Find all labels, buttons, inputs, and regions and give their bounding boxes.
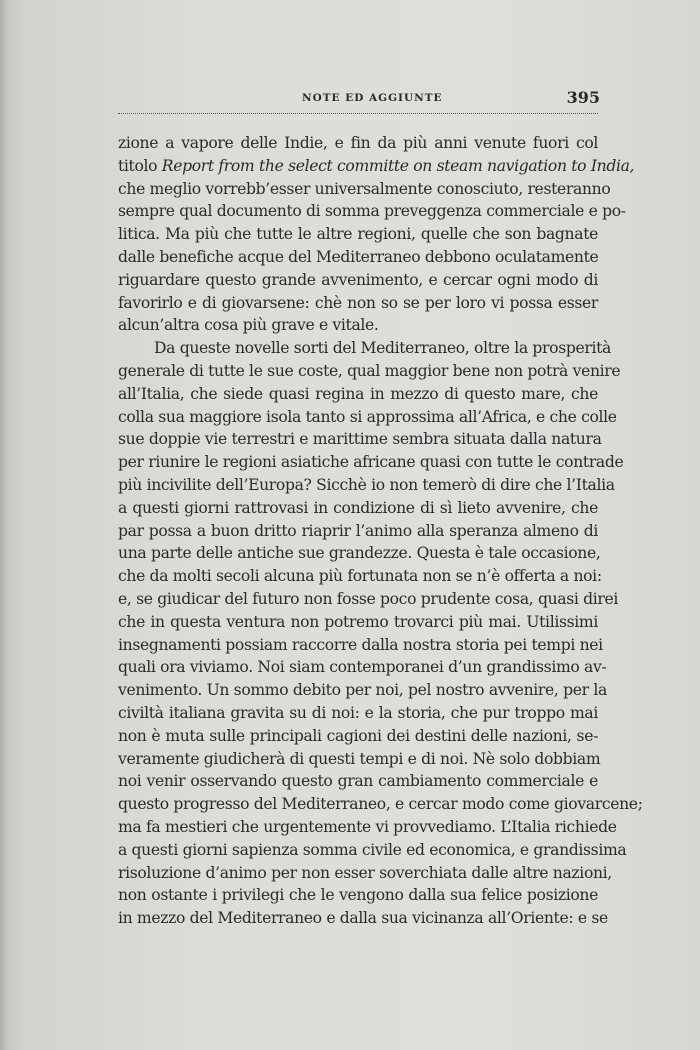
text-line: questo progresso del Mediterraneo, e cercar modo come giovarcene;: [118, 795, 643, 814]
text-line: più incivilite dell’Europa? Sicchè io non temerò di dire che l’Italia: [118, 475, 615, 494]
text-segment: titolo: [118, 156, 162, 175]
page-header: [118, 88, 600, 118]
text-line: colla sua maggiore isola tanto si approssima all’Africa, e che colle: [118, 407, 617, 426]
text-line: che meglio vorrebb’esser universalmente conosciuto, resteranno: [118, 179, 611, 198]
text-line: che in questa ventura non potremo trovarci più mai. Utilissimi: [118, 612, 598, 631]
text-line: quali ora viviamo. Noi siam contemporanei d’un grandissimo av-: [118, 658, 607, 677]
text-line: non ostante i privilegi che le vengono dalla sua felice posizione: [118, 886, 598, 905]
text-line: [118, 155, 635, 178]
text-line: una parte delle antiche sue grandezze. Questa è tale occasione,: [118, 544, 601, 563]
paragraph-2: [118, 337, 643, 930]
text-line: generale di tutte le sue coste, qual maggior bene non potrà venire: [118, 361, 621, 380]
running-head: NOTE ED AGGIUNTE: [302, 92, 443, 104]
text-line: all’Italia, che siede quasi regina in mezzo di questo mare, che: [118, 384, 598, 403]
report-title: Report from the select committe on steam navigation to India,: [161, 156, 635, 175]
text-line: risoluzione d’animo per non esser soverchiata dalle altre nazioni,: [118, 863, 612, 882]
text-line: alcun’altra cosa più grave e vitale.: [118, 316, 379, 335]
text-line: noi venir osservando questo gran cambiamento commerciale e: [118, 772, 598, 791]
text-line: per riunire le regioni asiatiche africane quasi con tutte le contrade: [118, 453, 624, 472]
body-text: [118, 132, 643, 930]
text-line: a questi giorni rattrovasi in condizione di sì lieto avvenire, che: [118, 498, 598, 517]
page-gutter-shadow: [0, 0, 8, 1050]
text-line: e, se giudicar del futuro non fosse poco prudente cosa, quasi direi: [118, 589, 619, 608]
text-line: Da queste novelle sorti del Mediterraneo, oltre la prosperità: [154, 339, 611, 358]
text-line: par possa a buon dritto riaprir l’animo alla speranza almeno di: [118, 521, 598, 540]
text-line: zione a vapore delle Indie, e fin da più anni venute fuori col: [118, 134, 598, 152]
text-line: non è muta sulle principali cagioni dei destini delle nazioni, se-: [118, 726, 598, 745]
text-line: favorirlo e di giovarsene: chè non so se per loro vi possa esser: [118, 293, 598, 312]
text-line: ma fa mestieri che urgentemente vi provvediamo. L’Italia richiede: [118, 817, 617, 836]
text-line: dalle benefiche acque del Mediterraneo debbono oculatamente: [118, 247, 599, 266]
page-number: 395: [566, 88, 600, 107]
text-line: insegnamenti possiam raccorre dalla nostra storia pei tempi nei: [118, 635, 603, 654]
text-line: litica. Ma più che tutte le altre regioni, quelle che son bagnate: [118, 225, 598, 244]
text-line: sempre qual documento di somma preveggenza commerciale e po-: [118, 202, 626, 221]
text-line: veramente giudicherà di questi tempi e di noi. Nè solo dobbiam: [118, 749, 601, 768]
header-rule: [118, 113, 598, 114]
text-line: venimento. Un sommo debito per noi, pel nostro avvenire, per la: [118, 681, 607, 700]
text-line: sue doppie vie terrestri e marittime sembra situata dalla natura: [118, 430, 602, 449]
text-line: a questi giorni sapienza somma civile ed economica, e grandissima: [118, 840, 627, 859]
text-line: in mezzo del Mediterraneo e dalla sua vicinanza all’Oriente: e se: [118, 909, 608, 928]
text-line: che da molti secoli alcuna più fortunata non se n’è offerta a noi:: [118, 567, 602, 586]
text-line: riguardare questo grande avvenimento, e cercar ogni modo di: [118, 270, 598, 289]
text-line: civiltà italiana gravita su di noi: e la storia, che pur troppo mai: [118, 703, 598, 722]
paragraph-1: [118, 132, 635, 337]
